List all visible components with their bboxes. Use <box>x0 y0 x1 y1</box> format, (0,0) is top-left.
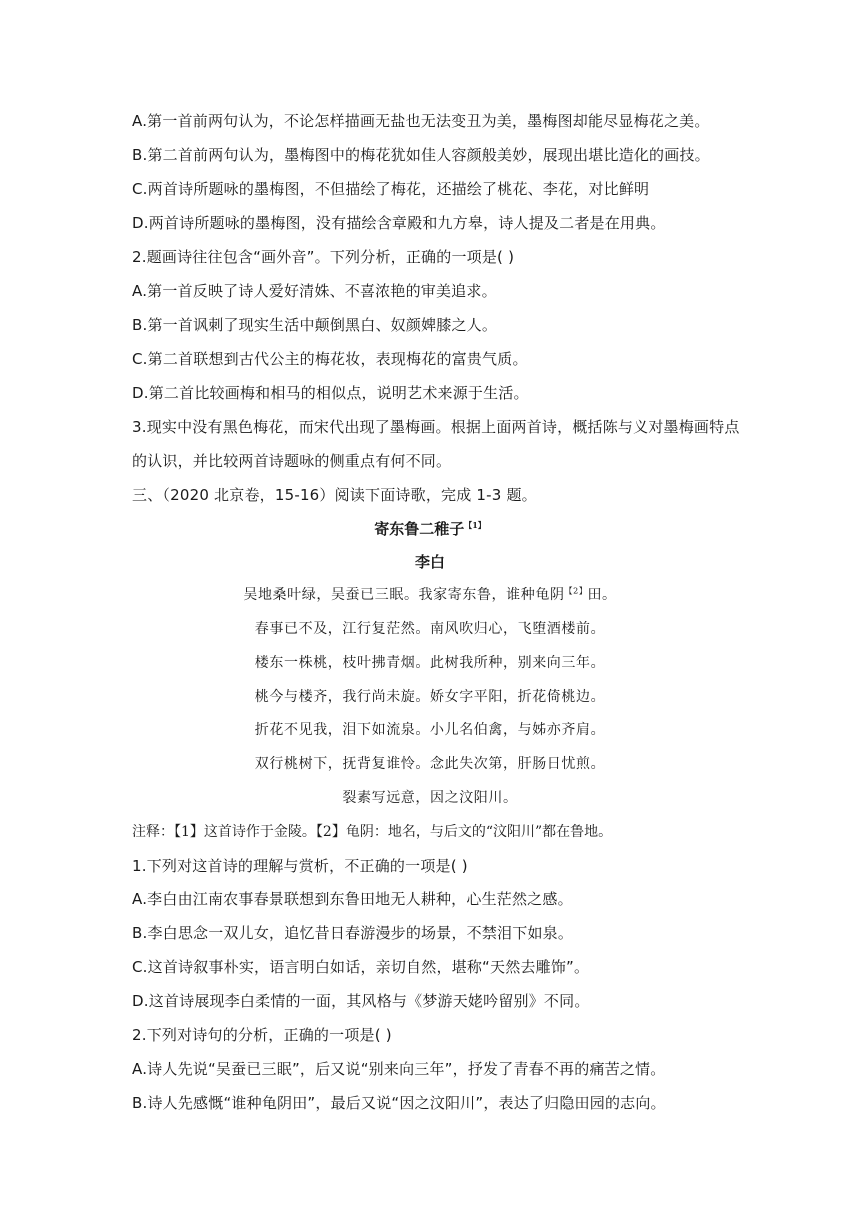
option-text: A.诗人先说“吴蚕已三眠”，后又说“别来向三年”，抒发了青春不再的痛苦之情。 <box>132 1060 666 1078</box>
option-text: C.这首诗叙事朴实，语言明白如话，亲切自然，堪称“天然去雕饰”。 <box>132 958 590 976</box>
poem-line: 春事已不及，江行复茫然。南风吹归心，飞堕酒楼前。 <box>254 621 606 637</box>
question-stem: 3.现实中没有黑色梅花，而宋代出现了墨梅画。根据上面两首诗，概括陈与义对墨梅画特点 <box>132 418 740 436</box>
option-text: B.第一首讽刺了现实生活中颠倒黑白、奴颜婢膝之人。 <box>132 316 498 334</box>
option-text: C.两首诗所题咏的墨梅图，不但描绘了梅花，还描绘了桃花、李花，对比鲜明 <box>132 180 650 198</box>
option-text: B.第二首前两句认为，墨梅图中的梅花犹如佳人容颜般美妙，展现出堪比造化的画技。 <box>132 146 710 164</box>
section-heading: 三、（2020 北京卷，15-16）阅读下面诗歌，完成 1-3 题。 <box>132 486 537 504</box>
annotation: 注释：【1】这首诗作于金陵。【2】龟阴：地名，与后文的“汶阳川”都在鲁地。 <box>132 824 613 840</box>
poem-line: 裂素写远意，因之汶阳川。 <box>342 790 518 806</box>
poem-line-text: 田。 <box>587 587 617 603</box>
footnote-marker: 【1】 <box>464 520 486 530</box>
question-stem: 2.题画诗往往包含“画外音”。下列分析，正确的一项是( ) <box>132 248 515 266</box>
poem-line <box>0 585 860 605</box>
poem-line: 双行桃树下，抚背复谁怜。念此失次第，肝肠日忧煎。 <box>254 756 606 772</box>
poem-line: 桃今与楼齐，我行尚未旋。娇女字平阳，折花倚桃边。 <box>254 689 606 705</box>
question-stem: 2.下列对诗句的分析，正确的一项是( ) <box>132 1026 392 1044</box>
option-text: D.两首诗所题咏的墨梅图，没有描绘含章殿和九方皋，诗人提及二者是在用典。 <box>132 214 666 232</box>
option-text: A.第一首前两句认为，不论怎样描画无盐也无法变丑为美，墨梅图却能尽显梅花之美。 <box>132 112 710 130</box>
poem-line: 楼东一株桃，枝叶拂青烟。此树我所种，别来向三年。 <box>254 655 606 671</box>
poem-author: 李白 <box>414 553 445 571</box>
option-text: B.李白思念一双儿女，追忆昔日春游漫步的场景，不禁泪下如泉。 <box>132 924 574 942</box>
poem-line: 折花不见我，泪下如流泉。小儿名伯禽，与姊亦齐肩。 <box>254 722 606 738</box>
question-stem: 1.下列对这首诗的理解与赏析，不正确的一项是( ) <box>132 857 468 875</box>
footnote-marker: 【2】 <box>564 586 588 596</box>
poem-title-text: 寄东鲁二稚子 <box>374 520 465 538</box>
option-text: D.第二首比较画梅和相马的相似点，说明艺术来源于生活。 <box>132 384 529 402</box>
option-text: C.第二首联想到古代公主的梅花妆，表现梅花的富贵气质。 <box>132 350 528 368</box>
option-text: D.这首诗展现李白柔情的一面，其风格与《梦游天姥吟留别》不同。 <box>132 992 590 1010</box>
option-text: B.诗人先感慨“谁种龟阴田”，最后又说“因之汶阳川”，表达了归隐田园的志向。 <box>132 1094 666 1112</box>
poem-title <box>0 518 860 540</box>
question-stem-continued: 的认识，并比较两首诗题咏的侧重点有何不同。 <box>132 452 452 470</box>
option-text: A.第一首反映了诗人爱好清姝、不喜浓艳的审美追求。 <box>132 282 497 300</box>
poem-line-text: 吴地桑叶绿，吴蚕已三眠。我家寄东鲁，谁种龟阴 <box>243 587 565 603</box>
option-text: A.李白由江南农事春景联想到东鲁田地无人耕种，心生茫然之感。 <box>132 890 573 908</box>
